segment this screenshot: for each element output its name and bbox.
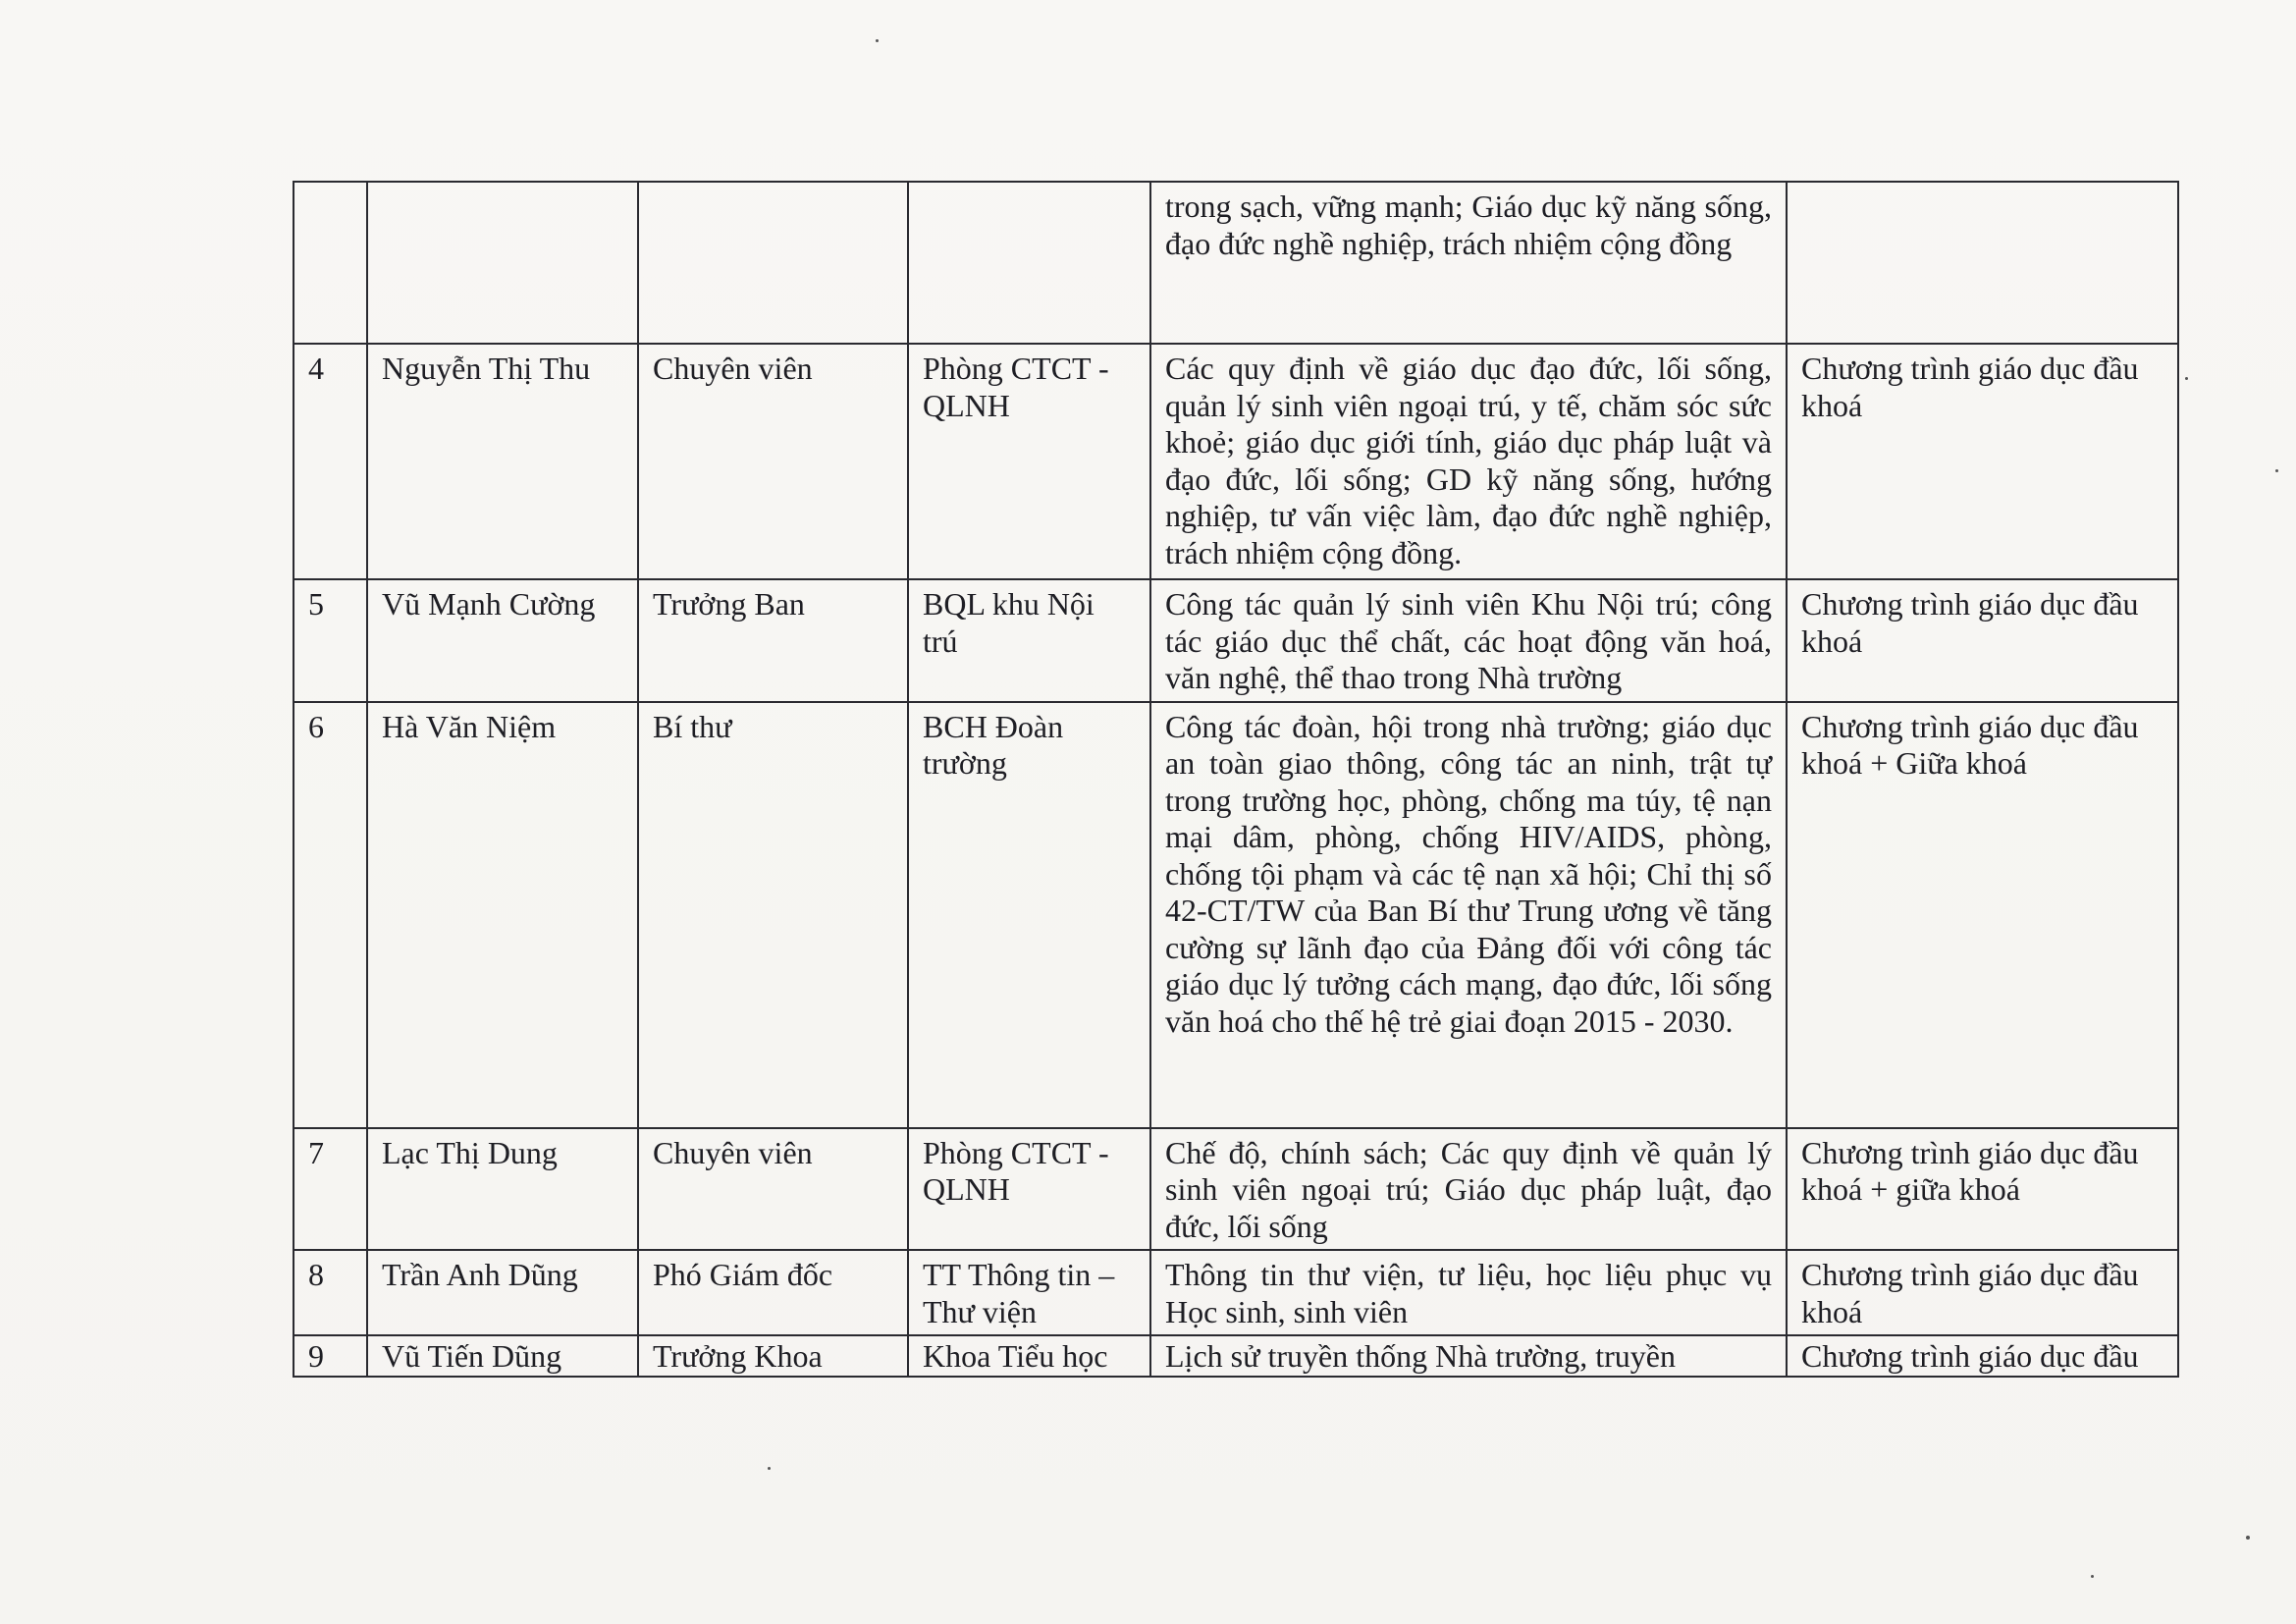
table-row — [294, 1250, 2178, 1335]
cell-name: Vũ Mạnh Cường — [367, 579, 638, 702]
cell-unit — [908, 182, 1150, 344]
table-row — [294, 1128, 2178, 1251]
cell-program — [1787, 182, 2178, 344]
cell-position — [638, 182, 908, 344]
table-row — [294, 702, 2178, 1128]
scan-speck — [768, 1467, 771, 1470]
cell-position: Bí thư — [638, 702, 908, 1128]
cell-name: Lạc Thị Dung — [367, 1128, 638, 1251]
cell-program: Chương trình giáo dục đầu khoá + giữa khoá — [1787, 1128, 2178, 1251]
cell-stt: 7 — [294, 1128, 367, 1251]
cell-unit: Khoa Tiểu học — [908, 1335, 1150, 1377]
table-row — [294, 1335, 2178, 1377]
cell-content: Thông tin thư viện, tư liệu, học liệu phục vụ Học sinh, sinh viên — [1150, 1250, 1787, 1335]
cell-content: Các quy định về giáo dục đạo đức, lối sống, quản lý sinh viên ngoại trú, y tế, chăm sóc sức khoẻ; giáo dục giới tính, giáo dục pháp luật và đạo đức, lối sống; GD kỹ năng sống, hướng nghiệp, tư vấn việc làm, đạo đức nghề nghiệp, trách nhiệm cộng đồng. — [1150, 344, 1787, 579]
cell-program: Chương trình giáo dục đầu khoá — [1787, 1250, 2178, 1335]
cell-stt: 6 — [294, 702, 367, 1128]
cell-stt — [294, 182, 367, 344]
scan-speck — [2275, 469, 2278, 472]
cell-name: Nguyễn Thị Thu — [367, 344, 638, 579]
cell-unit: Phòng CTCT - QLNH — [908, 344, 1150, 579]
cell-content: Lịch sử truyền thống Nhà trường, truyền — [1150, 1335, 1787, 1377]
cell-program: Chương trình giáo dục đầu khoá — [1787, 344, 2178, 579]
cell-content: trong sạch, vững mạnh; Giáo dục kỹ năng sống, đạo đức nghề nghiệp, trách nhiệm cộng đồng — [1150, 182, 1787, 344]
table-row — [294, 182, 2178, 344]
cell-stt: 9 — [294, 1335, 367, 1377]
cell-stt: 4 — [294, 344, 367, 579]
cell-position: Trưởng Ban — [638, 579, 908, 702]
cell-unit: BCH Đoàn trường — [908, 702, 1150, 1128]
cell-unit: TT Thông tin – Thư viện — [908, 1250, 1150, 1335]
cell-stt: 5 — [294, 579, 367, 702]
cell-content: Công tác đoàn, hội trong nhà trường; giáo dục an toàn giao thông, công tác an ninh, trật tự trong trường học, phòng, chống ma túy, tệ nạn mại dâm, phòng, chống HIV/AIDS, phòng, chống tội phạm và các tệ nạn xã hội; Chỉ thị số 42-CT/TW của Ban Bí thư Trung ương về tăng cường sự lãnh đạo của Đảng đối với công tác giáo dục lý tưởng cách mạng, đạo đức, lối sống văn hoá cho thế hệ trẻ giai đoạn 2015 - 2030. — [1150, 702, 1787, 1128]
scan-speck — [876, 39, 879, 42]
cell-program: Chương trình giáo dục đầu — [1787, 1335, 2178, 1377]
scan-speck — [2185, 377, 2188, 380]
cell-content: Chế độ, chính sách; Các quy định về quản lý sinh viên ngoại trú; Giáo dục pháp luật, đạo đức, lối sống — [1150, 1128, 1787, 1251]
cell-position: Trưởng Khoa — [638, 1335, 908, 1377]
cell-program: Chương trình giáo dục đầu khoá — [1787, 579, 2178, 702]
cell-content: Công tác quản lý sinh viên Khu Nội trú; công tác giáo dục thể chất, các hoạt động văn hoá, văn nghệ, thể thao trong Nhà trường — [1150, 579, 1787, 702]
cell-position: Phó Giám đốc — [638, 1250, 908, 1335]
cell-program: Chương trình giáo dục đầu khoá + Giữa khoá — [1787, 702, 2178, 1128]
staff-assignment-table — [293, 181, 2179, 1378]
scan-speck — [2091, 1575, 2094, 1578]
cell-name — [367, 182, 638, 344]
cell-unit: Phòng CTCT - QLNH — [908, 1128, 1150, 1251]
cell-name: Hà Văn Niệm — [367, 702, 638, 1128]
cell-position: Chuyên viên — [638, 344, 908, 579]
scan-speck — [2246, 1536, 2250, 1540]
table-row — [294, 344, 2178, 579]
table-row — [294, 579, 2178, 702]
cell-position: Chuyên viên — [638, 1128, 908, 1251]
cell-name: Trần Anh Dũng — [367, 1250, 638, 1335]
cell-stt: 8 — [294, 1250, 367, 1335]
cell-unit: BQL khu Nội trú — [908, 579, 1150, 702]
cell-name: Vũ Tiến Dũng — [367, 1335, 638, 1377]
